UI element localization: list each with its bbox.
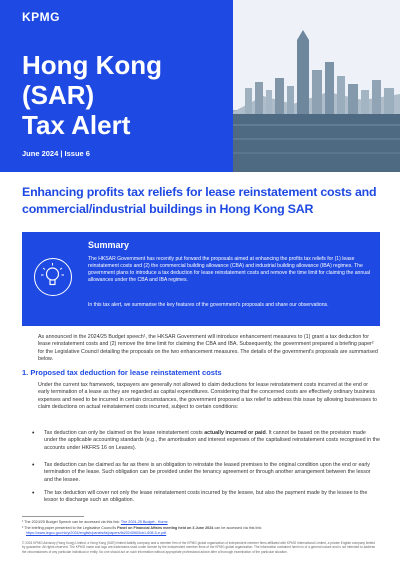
summary-paragraph-2: In this tax alert, we summarise the key features of the government's proposals and share our observations. [88, 302, 329, 308]
page-title [22, 50, 212, 140]
bullet-item-3: The tax deduction will cover not only the lease reinstatement costs incurred by the lessee, but also the payment made by the lessee to the lessor to discharge such an obligation. [44, 490, 368, 504]
summary-paragraph-1: The HKSAR Government has recently put forward the proposals aimed at enhancing the profits tax reliefs for (1) lease reinstatement costs and (2) the commercial building allowance (CBA) and industrial building allowance (IBA) regimes. The government plans to introduce a tax deduction for lease reinstatement costs and remove the time limit for claiming the annual allowances under the CBA and IBA regimes. [88, 256, 371, 283]
bullet-1-text-a: Tax deduction can only be claimed on the lease reinstatement costs [44, 430, 205, 436]
hero-banner [0, 0, 400, 172]
issue-label: June 2024 | Issue 6 [22, 149, 90, 158]
skyline-illustration [233, 0, 400, 172]
summary-box [22, 232, 380, 326]
legal-disclaimer: © 2024 KPMG Advisory (Hong Kong) Limited, a Hong Kong (SAR) limited liability company and a member firm of the KPMG global organization of independent member firms affiliated with KPMG International Limited, a private English company limited by guarantee. All rights reserved. The KPMG name and logo are trademarks used under license by the independent member firms of the KPMG global organization. The information contained herein is of a general nature and is not intended to address the circumstances of any particular individual or entity. No one should act on such information without appropriate professional advice after a thorough examination of the particular situation. [22, 541, 376, 554]
headline-line-1: Enhancing profits tax reliefs for lease reinstatement costs and [22, 185, 377, 199]
footnote-1-text: ¹ The 2024/25 Budget Speech can be accessed via this link: [22, 520, 121, 524]
briefing-paper-link[interactable]: https://www.legco.gov.hk/yr2024/english/panels/fa/papers/fa20240603cb1-608-5-e.pdf [26, 531, 167, 535]
hong-kong-skyline-photo [233, 0, 400, 172]
footnote-2-text-b: can be accessed via this link: [213, 526, 263, 530]
summary-title: Summary [88, 240, 130, 250]
bullet-item-1 [44, 430, 380, 452]
lightbulb-glyph [35, 259, 70, 294]
budget-speech-link[interactable]: The 2024-25 Budget - Home [120, 520, 168, 524]
headline-line-2: commercial/industrial buildings in Hong Kong SAR [22, 202, 314, 216]
bullet-1-text-b: . It cannot be based on the provision made under the applicable accounting standards (e.g., the amortisation and interest expenses of the capitalised reinstatement costs recognised in the accounts under HKFRS 16 on Leases). [44, 430, 380, 451]
footnote-divider [22, 516, 84, 517]
bullet-1-bold: actually incurred or paid [204, 430, 266, 436]
footnote-2-text-a: ² The briefing paper presented to the Legislative Council's [22, 526, 118, 530]
section-1-heading: 1. Proposed tax deduction for lease reinstatement costs [22, 368, 222, 377]
bullet-icon: • [32, 490, 35, 497]
footnote-1 [22, 520, 378, 525]
kpmg-logo: KPMG [22, 10, 60, 24]
article-headline [22, 184, 382, 218]
title-line-2: Tax Alert [22, 110, 131, 140]
lightbulb-icon [34, 258, 72, 296]
section-1-paragraph: Under the current tax framework, taxpayers are generally not allowed to claim deductions for lease reinstatement costs incurred at the end or early termination of a lease as they are regarded as capital expenditures. Considering that the concerned costs are effectively ordinary business expenses and need to be incurred in certain circumstances, the government proposed a tax relief to address this issue by allowing businesses to claim deductions on actual reinstatement costs incurred, subject to certain conditions: [38, 382, 377, 410]
footnote-2-link-row [26, 531, 378, 536]
intro-paragraph: As announced in the 2024/25 Budget speech¹, the HKSAR Government will introduce enhancement measures to (1) grant a tax deduction for lease reinstatement costs and (2) remove the time limit for claiming the CBA and IBA. Subsequently, the government prepared a briefing paper² for the Legislative Council detailing the proposals on the two enhancement measures. The details of the government's proposals are summarised below. [38, 334, 378, 362]
bullet-icon: • [32, 430, 35, 437]
bullet-icon: • [32, 462, 35, 469]
title-line-1: Hong Kong (SAR) [22, 50, 163, 110]
footnote-2-bold: Panel on Financial Affairs meeting held on 3 June 2024 [117, 526, 214, 530]
bullet-item-2: Tax deduction can be claimed as far as there is an obligation to reinstate the leased premises to the original condition upon the end or early termination of the lease. Such obligation can be provided under the tenancy agreement or through another arrangement between the lessor and the lessee. [44, 462, 371, 483]
